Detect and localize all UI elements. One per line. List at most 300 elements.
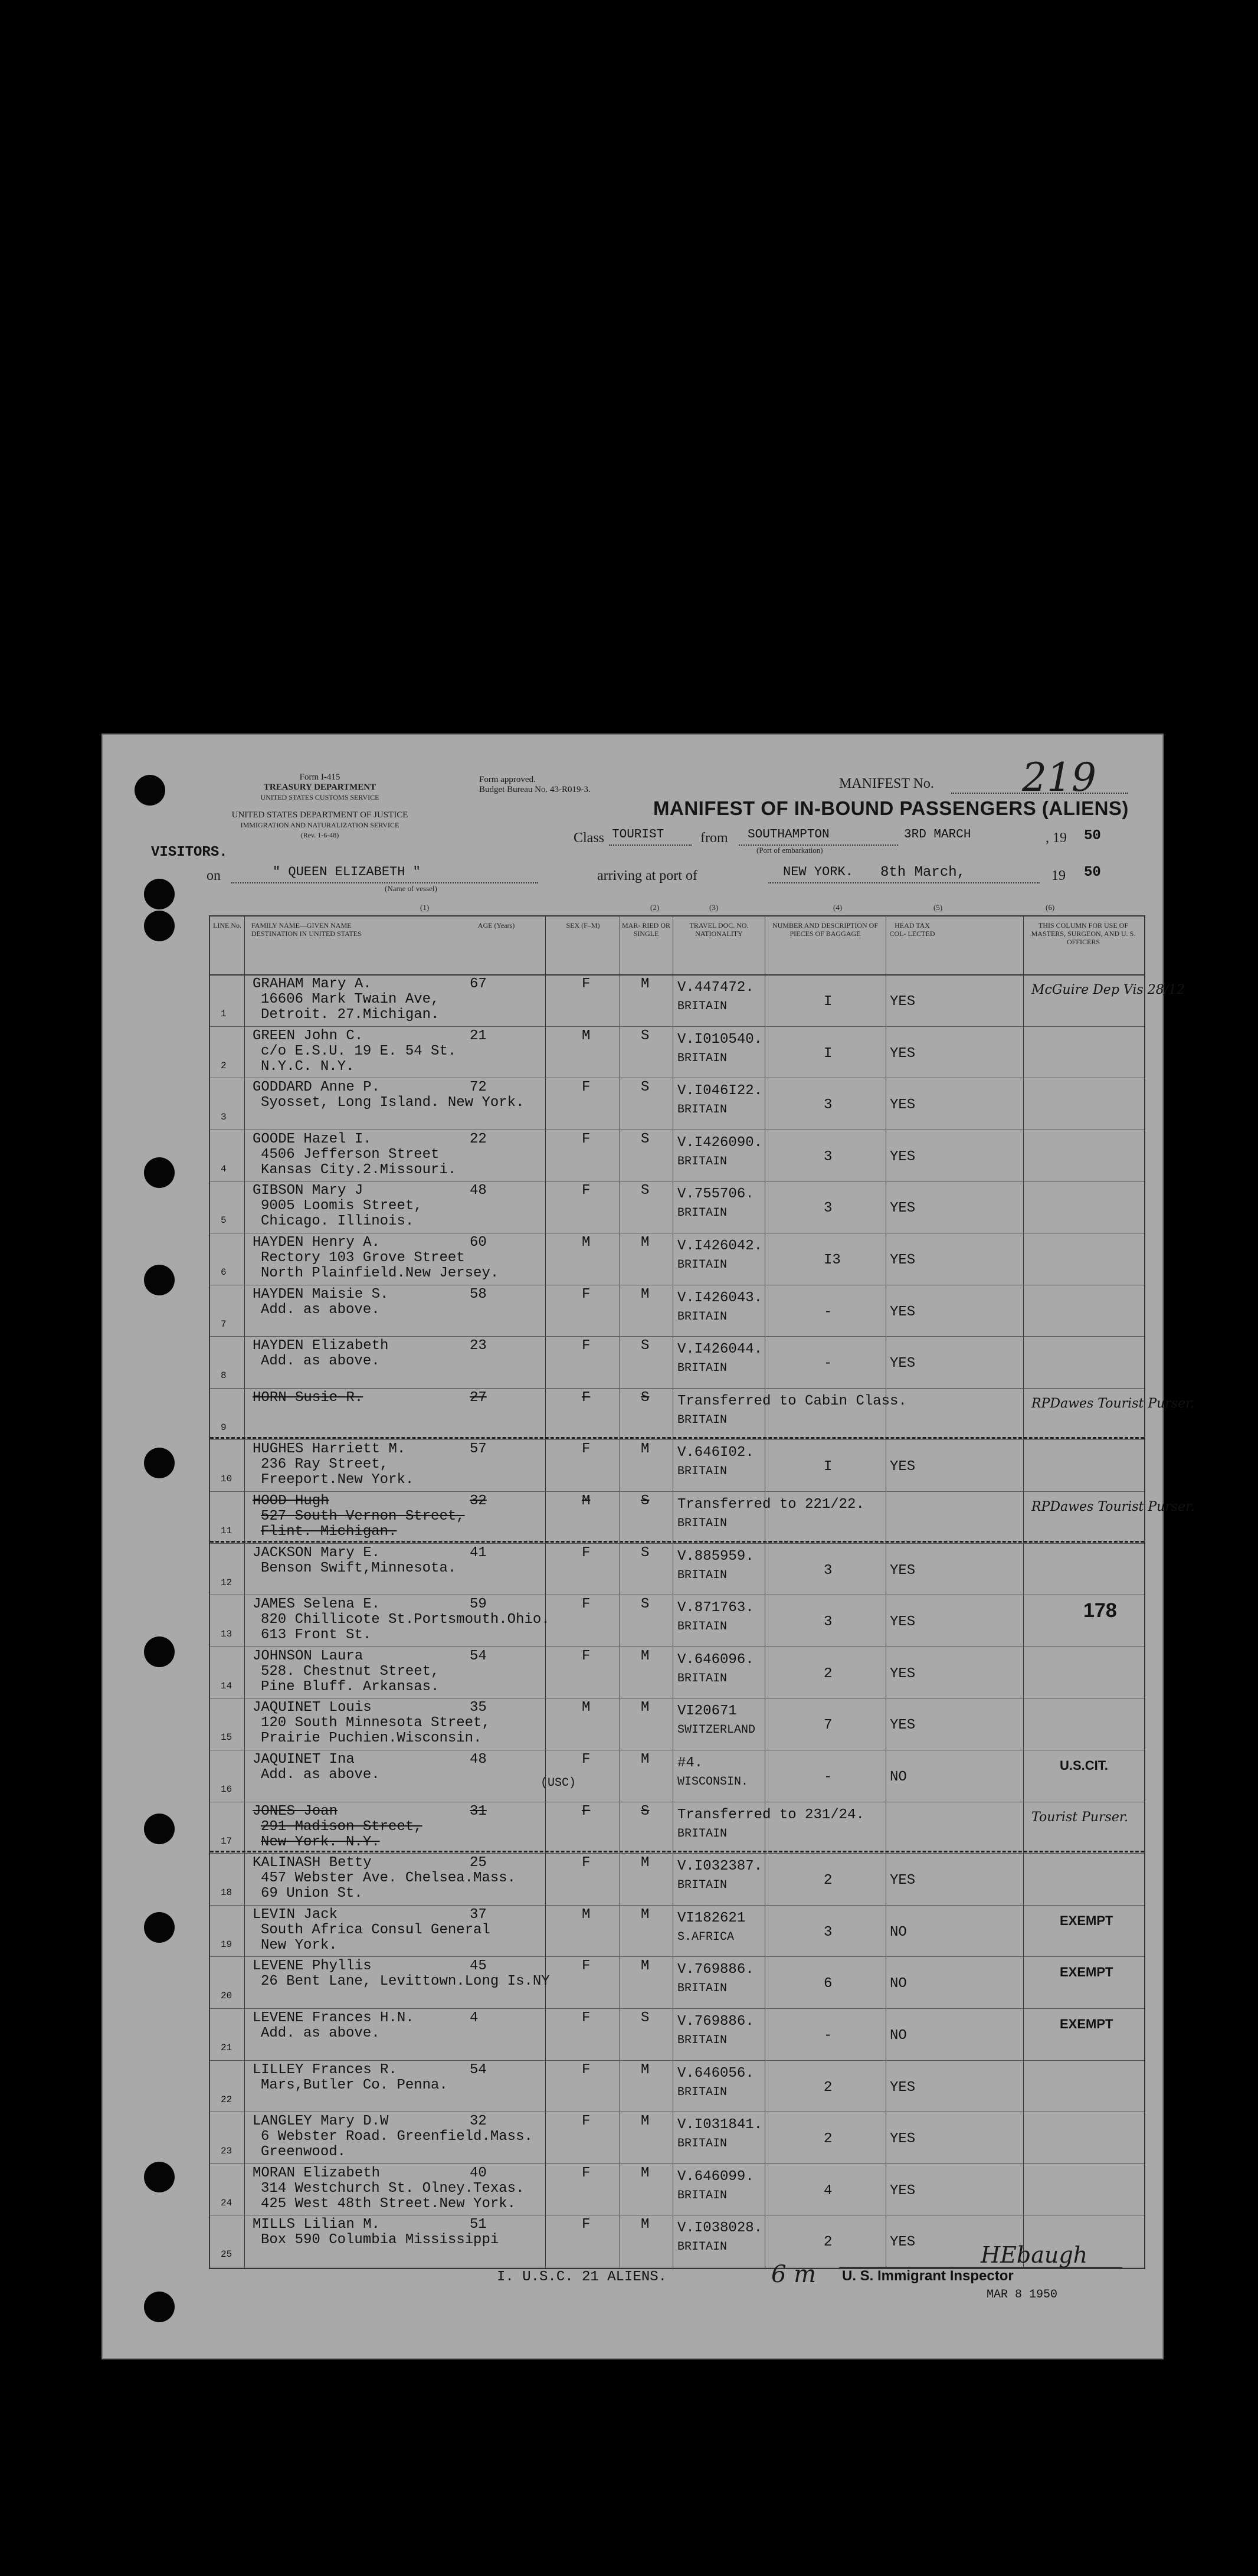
destination-line-1: Benson Swift,Minnesota. xyxy=(261,1560,457,1576)
head-tax-cell: NO xyxy=(890,1769,907,1785)
destination-line-1: 291 Madison Street, xyxy=(261,1818,422,1835)
line-number: 6 xyxy=(221,1267,227,1278)
age-cell: 22 xyxy=(470,1131,487,1147)
age-cell: 48 xyxy=(470,1183,487,1199)
travel-doc-cell: V.I010540. xyxy=(677,1031,763,1048)
travel-doc-cell: V.646099. xyxy=(677,2168,754,2185)
nationality-cell: BRITAIN xyxy=(677,1982,728,1996)
head-tax-cell: YES xyxy=(890,1097,916,1114)
age-cell: 54 xyxy=(470,1648,487,1664)
baggage-cell: - xyxy=(824,1304,833,1320)
header-married: MAR- RIED OR SINGLE xyxy=(622,921,671,938)
line-number: 16 xyxy=(221,1784,232,1795)
destination-line-2: Detroit. 27.Michigan. xyxy=(261,1007,440,1023)
col-number-2: (2) xyxy=(650,903,660,912)
destination-line-1: 26 Bent Lane, Levittown.Long Is.NY xyxy=(261,1973,550,1990)
line-number: 22 xyxy=(221,2094,232,2105)
nationality-cell: BRITAIN xyxy=(677,1620,728,1634)
head-tax-cell: YES xyxy=(890,1045,916,1062)
destination-line-2: New York. xyxy=(261,1937,338,1953)
travel-doc-cell: V.I426042. xyxy=(677,1238,763,1254)
destination-line-1: 820 Chillicote St.Portsmouth.Ohio. xyxy=(261,1612,550,1628)
baggage-cell: - xyxy=(824,1769,833,1785)
destination-line-1: 9005 Loomis Street, xyxy=(261,1198,422,1215)
age-cell: 21 xyxy=(470,1027,487,1044)
line-number: 3 xyxy=(221,1112,227,1123)
age-cell: 35 xyxy=(470,1700,487,1716)
passenger-name: HAYDEN Maisie S. xyxy=(253,1286,389,1302)
inspector-title: U. S. Immigrant Inspector xyxy=(842,2268,1014,2284)
destination-line-2: 425 West 48th Street.New York. xyxy=(261,2195,516,2212)
line-number: 20 xyxy=(221,1991,232,2002)
officer-note-cell: EXEMPT xyxy=(1060,2017,1113,2031)
age-cell: 60 xyxy=(470,1235,487,1251)
sex-cell: F xyxy=(582,1441,591,1458)
travel-doc-cell: V.646096. xyxy=(677,1651,754,1668)
table-row xyxy=(210,1750,1144,1802)
sex-cell: F xyxy=(582,1131,591,1147)
officer-note-cell: 178 xyxy=(1083,1599,1117,1622)
marital-status-cell: M xyxy=(641,1441,650,1458)
sex-cell: F xyxy=(582,2113,591,2130)
passenger-name: JAQUINET Louis xyxy=(253,1700,372,1716)
travel-doc-cell: V.I031841. xyxy=(677,2117,763,2133)
baggage-cell: 3 xyxy=(824,1097,833,1114)
baggage-cell: 4 xyxy=(824,2182,833,2199)
passenger-name: HAYDEN Henry A. xyxy=(253,1235,381,1251)
destination-line-1: Add. as above. xyxy=(261,1301,380,1318)
passenger-name: LEVENE Frances H.N. xyxy=(253,2010,414,2026)
header-sex: SEX (F–M) xyxy=(566,921,600,929)
head-tax-cell: YES xyxy=(890,1356,916,1372)
page-title: MANIFEST OF IN-BOUND PASSENGERS (ALIENS) xyxy=(653,797,1129,819)
travel-doc-cell: V.755706. xyxy=(677,1186,754,1203)
sex-cell: M xyxy=(582,1493,591,1509)
table-row xyxy=(210,2008,1144,2061)
sex-cell: F xyxy=(582,1544,591,1561)
passenger-name: HORN Susie R. xyxy=(253,1389,363,1406)
age-cell: 54 xyxy=(470,2061,487,2078)
table-header xyxy=(210,917,1144,976)
destination-line-2: New York. N.Y. xyxy=(261,1834,380,1850)
age-cell: 25 xyxy=(470,1855,487,1871)
manifest-no-label: MANIFEST No. xyxy=(839,776,934,791)
nationality-cell: BRITAIN xyxy=(677,1517,728,1530)
col-number-3: (3) xyxy=(709,903,719,912)
from-label: from xyxy=(700,830,728,846)
age-cell: 59 xyxy=(470,1596,487,1613)
nationality-cell: BRITAIN xyxy=(677,2240,728,2254)
marital-status-cell: S xyxy=(641,1803,650,1819)
marital-status-cell: M xyxy=(641,1235,650,1251)
table-row xyxy=(210,1647,1144,1699)
sex-cell: F xyxy=(582,1183,591,1199)
officer-note-cell: EXEMPT xyxy=(1060,1913,1113,1928)
table-row xyxy=(210,1905,1144,1958)
col-number-1: (1) xyxy=(420,903,430,912)
baggage-cell: 7 xyxy=(824,1717,833,1734)
punch-hole xyxy=(144,1636,175,1667)
from-value: SOUTHAMPTON xyxy=(748,828,830,842)
passenger-name: HUGHES Harriett M. xyxy=(253,1441,406,1458)
line-number: 8 xyxy=(221,1370,227,1382)
marital-status-cell: M xyxy=(641,1855,650,1871)
marital-status-cell: S xyxy=(641,1079,650,1096)
line-number: 10 xyxy=(221,1474,232,1485)
line-number: 25 xyxy=(221,2249,232,2260)
punch-hole xyxy=(135,775,165,806)
table-row xyxy=(210,1336,1144,1389)
visitors-label: VISITORS. xyxy=(151,845,228,860)
line-number: 11 xyxy=(221,1526,232,1536)
sex-cell: F xyxy=(582,2061,591,2078)
baggage-cell: - xyxy=(824,2028,833,2044)
sex-cell: F xyxy=(582,2165,591,2181)
passenger-name: MILLS Lilian M. xyxy=(253,2217,381,2233)
sex-cell: M xyxy=(582,1700,591,1716)
sex-cell: F xyxy=(582,1958,591,1975)
baggage-cell: 2 xyxy=(824,1665,833,1682)
destination-line-2: N.Y.C. N.Y. xyxy=(261,1058,355,1075)
nationality-cell: BRITAIN xyxy=(677,1465,728,1479)
nationality-cell: BRITAIN xyxy=(677,1154,728,1168)
baggage-cell: 2 xyxy=(824,2131,833,2148)
sail-date: 3RD MARCH xyxy=(904,828,971,842)
line-number: 19 xyxy=(221,1939,232,1950)
marital-status-cell: M xyxy=(641,976,650,992)
marital-status-cell: M xyxy=(641,1958,650,1975)
head-tax-cell: NO xyxy=(890,1924,907,1940)
arrival-year: 50 xyxy=(1084,865,1101,881)
marital-status-cell: M xyxy=(641,2217,650,2233)
form-approval: Form approved. Budget Bureau No. 43-R019-3. xyxy=(479,775,591,794)
punch-hole xyxy=(144,911,175,941)
nationality-cell: BRITAIN xyxy=(677,2188,728,2202)
destination-line-1: Mars,Butler Co. Penna. xyxy=(261,2077,448,2093)
age-cell: 41 xyxy=(470,1544,487,1561)
destination-line-2: Freeport.New York. xyxy=(261,1472,414,1488)
officer-note-cell: RPDawes Tourist Purser. xyxy=(1031,1396,1195,1411)
head-tax-cell: YES xyxy=(890,1873,916,1889)
age-cell: 37 xyxy=(470,1906,487,1923)
sex-cell: F xyxy=(582,1286,591,1302)
line-number: 5 xyxy=(221,1215,227,1226)
header-name: FAMILY NAME—GIVEN NAME DESTINATION IN UNITED STATES xyxy=(251,921,362,938)
head-tax-cell: NO xyxy=(890,2028,907,2044)
head-tax-cell: YES xyxy=(890,1200,916,1217)
head-tax-cell: YES xyxy=(890,1304,916,1320)
arrival-year-prefix: 19 xyxy=(1051,868,1066,883)
age-cell: 4 xyxy=(470,2010,479,2026)
baggage-cell: 2 xyxy=(824,2079,833,2096)
line-number: 9 xyxy=(221,1422,227,1433)
passenger-name: GREEN John C. xyxy=(253,1027,363,1044)
passenger-name: JAQUINET Ina xyxy=(253,1752,355,1767)
transfer-separator xyxy=(210,1437,1144,1439)
nationality-cell: BRITAIN xyxy=(677,1878,728,1893)
destination-line-1: 527 South Vernon Street, xyxy=(261,1508,465,1524)
vessel-name: " QUEEN ELIZABETH " xyxy=(273,865,421,879)
col-number-4: (4) xyxy=(833,903,843,912)
line-number: 2 xyxy=(221,1060,227,1071)
arrival-line xyxy=(768,882,1040,883)
col-number-6: (6) xyxy=(1046,903,1055,912)
destination-line-1: South Africa Consul General xyxy=(261,1922,490,1938)
travel-doc-cell: V.I032387. xyxy=(677,1858,763,1875)
table-row xyxy=(210,1130,1144,1182)
baggage-cell: 3 xyxy=(824,1562,833,1579)
marital-status-cell: M xyxy=(641,1700,650,1716)
table-row xyxy=(210,1439,1144,1492)
destination-line-1: Add. as above. xyxy=(261,1353,380,1370)
table-row xyxy=(210,1802,1144,1854)
officer-note-cell: U.S.CIT. xyxy=(1060,1758,1108,1773)
travel-doc-cell: V.769886. xyxy=(677,1962,754,1978)
destination-line-1: 236 Ray Street, xyxy=(261,1456,389,1473)
manifest-number: 219 xyxy=(1022,755,1096,800)
punch-hole xyxy=(144,1814,175,1844)
header-line: LINE No. xyxy=(213,921,241,929)
form-heading-treasury: Form I-415 TREASURY DEPARTMENT UNITED STATES CUSTOMS SERVICE xyxy=(260,773,379,801)
passenger-name: JAMES Selena E. xyxy=(253,1596,381,1613)
passenger-name: HOOD Hugh xyxy=(253,1493,329,1509)
nationality-cell: BRITAIN xyxy=(677,1051,728,1065)
officer-note-cell: EXEMPT xyxy=(1060,1965,1113,1980)
head-tax-cell: NO xyxy=(890,1976,907,1992)
sex-cell: F xyxy=(582,1648,591,1664)
age-cell: 45 xyxy=(470,1958,487,1975)
head-tax-cell: YES xyxy=(890,2182,916,2199)
nationality-cell: BRITAIN xyxy=(677,1206,728,1220)
table-row xyxy=(210,2060,1144,2113)
destination-line-2: Kansas City.2.Missouri. xyxy=(261,1161,457,1178)
age-cell: 58 xyxy=(470,1286,487,1302)
sex-cell: M xyxy=(582,1235,591,1251)
table-row xyxy=(210,1181,1144,1233)
passenger-name: GIBSON Mary J xyxy=(253,1183,363,1199)
arrival-port: NEW YORK. xyxy=(783,865,853,879)
line-number: 17 xyxy=(221,1835,232,1847)
header-head-tax: HEAD TAX COL- LECTED xyxy=(889,921,935,938)
nationality-cell: BRITAIN xyxy=(677,1103,728,1117)
arriving-label: arriving at port of xyxy=(597,868,697,883)
baggage-cell: 2 xyxy=(824,2234,833,2251)
travel-doc-cell: V.I426044. xyxy=(677,1341,763,1358)
table-row xyxy=(210,1491,1195,1544)
travel-doc-cell: VI182621 xyxy=(677,1910,746,1926)
age-cell: 67 xyxy=(470,976,487,992)
class-line xyxy=(609,845,692,846)
table-row xyxy=(210,1026,1144,1079)
marital-status-cell: S xyxy=(641,1596,650,1613)
destination-line-1: Add. as above. xyxy=(261,2025,380,2041)
manifest-page xyxy=(101,734,1195,2359)
head-tax-cell: YES xyxy=(890,2079,916,2096)
baggage-cell: 3 xyxy=(824,1200,833,1217)
marital-status-cell: S xyxy=(641,1338,650,1354)
travel-doc-cell: Transferred to 231/24. xyxy=(677,1806,864,1823)
passenger-name: JONES Joan xyxy=(253,1803,338,1819)
destination-line-1: 314 Westchurch St. Olney.Texas. xyxy=(261,2180,525,2197)
manifest-no-line xyxy=(951,793,1128,794)
sex-cell: M xyxy=(582,1027,591,1044)
head-tax-cell: YES xyxy=(890,2234,916,2251)
baggage-cell: 3 xyxy=(824,1614,833,1631)
travel-doc-cell: V.885959. xyxy=(677,1548,754,1564)
travel-doc-cell: V.646I02. xyxy=(677,1445,754,1461)
destination-line-1: Box 590 Columbia Mississippi xyxy=(261,2232,499,2248)
sex-cell: F xyxy=(582,1855,591,1871)
table-row xyxy=(210,1595,1144,1647)
travel-doc-cell: V.447472. xyxy=(677,980,754,996)
age-cell: 27 xyxy=(470,1389,487,1406)
passenger-name: HAYDEN Elizabeth xyxy=(253,1338,389,1354)
header-officers: THIS COLUMN FOR USE OF MASTERS, SURGEON, AND U. S. OFFICERS xyxy=(1031,921,1136,946)
passenger-name: LILLEY Frances R. xyxy=(253,2061,397,2078)
marital-status-cell: S xyxy=(641,1027,650,1044)
destination-line-2: Greenwood. xyxy=(261,2144,346,2161)
destination-line-1: 457 Webster Ave. Chelsea.Mass. xyxy=(261,1870,516,1887)
col-number-5: (5) xyxy=(933,903,943,912)
travel-doc-cell: V.I046I22. xyxy=(677,1083,763,1099)
form-heading-justice: UNITED STATES DEPARTMENT OF JUSTICE IMMIGRATION AND NATURALIZATION SERVICE (Rev. 1-6-48) xyxy=(231,810,408,839)
marital-status-cell: M xyxy=(641,1286,650,1302)
nationality-cell: BRITAIN xyxy=(677,1671,728,1685)
nationality-cell: BRITAIN xyxy=(677,1568,728,1582)
travel-doc-cell: VI20671 xyxy=(677,1703,737,1720)
baggage-cell: 3 xyxy=(824,1924,833,1940)
line-number: 18 xyxy=(221,1887,232,1899)
footer-summary: I. U.S.C. 21 ALIENS. xyxy=(497,2269,667,2285)
passenger-name: GRAHAM Mary A. xyxy=(253,976,372,992)
destination-line-1: 120 South Minnesota Street, xyxy=(261,1715,490,1731)
table-row xyxy=(210,2112,1144,2164)
nationality-cell: S.AFRICA xyxy=(677,1930,735,1944)
head-tax-cell: YES xyxy=(890,1665,916,1682)
baggage-cell: I xyxy=(824,1459,833,1475)
head-tax-cell: YES xyxy=(890,1148,916,1165)
inspector-signature: HEbaugh xyxy=(981,2242,1088,2268)
destination-line-1: c/o E.S.U. 19 E. 54 St. xyxy=(261,1043,457,1059)
officer-note-cell: Tourist Purser. xyxy=(1031,1809,1128,1825)
passenger-name: JACKSON Mary E. xyxy=(253,1544,381,1561)
marital-status-cell: M xyxy=(641,2165,650,2181)
age-cell: 51 xyxy=(470,2217,487,2233)
table-row xyxy=(210,1698,1144,1750)
passenger-name: JOHNSON Laura xyxy=(253,1648,363,1664)
nationality-cell: BRITAIN xyxy=(677,2137,728,2151)
punch-hole xyxy=(144,1265,175,1295)
marital-status-cell: S xyxy=(641,1183,650,1199)
header-age: AGE (Years) xyxy=(477,921,515,929)
punch-hole xyxy=(144,879,175,909)
travel-doc-cell: Transferred to Cabin Class. xyxy=(677,1393,907,1409)
marital-status-cell: S xyxy=(641,1544,650,1561)
table-row xyxy=(210,1078,1144,1130)
sex-cell: F xyxy=(582,1752,591,1767)
passenger-name: MORAN Elizabeth xyxy=(253,2165,381,2181)
age-cell: 32 xyxy=(470,2113,487,2130)
table-row xyxy=(210,1956,1144,2009)
nationality-cell: BRITAIN xyxy=(677,1000,728,1013)
head-tax-cell: YES xyxy=(890,1614,916,1631)
marital-status-cell: M xyxy=(641,1906,650,1923)
nationality-cell: WISCONSIN. xyxy=(677,1775,749,1789)
marital-status-cell: S xyxy=(641,2010,650,2026)
arrival-date: 8th March, xyxy=(880,865,966,881)
table-row xyxy=(210,974,1185,1027)
baggage-cell: 2 xyxy=(824,1873,833,1889)
line-number: 4 xyxy=(221,1163,227,1174)
travel-doc-cell: Transferred to 221/22. xyxy=(677,1497,864,1513)
extra-note-cell: (USC) xyxy=(540,1776,576,1790)
destination-line-2: Pine Bluff. Arkansas. xyxy=(261,1678,440,1695)
destination-line-1: Rectory 103 Grove Street xyxy=(261,1250,465,1266)
transfer-separator xyxy=(210,1541,1144,1543)
marital-status-cell: S xyxy=(641,1493,650,1509)
line-number: 7 xyxy=(221,1318,227,1330)
destination-line-2: Prairie Puchien.Wisconsin. xyxy=(261,1730,482,1747)
punch-hole xyxy=(144,1157,175,1188)
passenger-name: LEVIN Jack xyxy=(253,1906,338,1923)
passenger-name: LANGLEY Mary D.W xyxy=(253,2113,389,2130)
inspector-date-stamp: MAR 8 1950 xyxy=(987,2288,1058,2302)
vessel-caption: (Name of vessel) xyxy=(385,884,437,893)
nationality-cell: BRITAIN xyxy=(677,2085,728,2099)
nationality-cell: BRITAIN xyxy=(677,1827,728,1841)
header-baggage: NUMBER AND DESCRIPTION OF PIECES OF BAGGAGE xyxy=(772,921,879,938)
passenger-table xyxy=(209,915,1195,2269)
destination-line-1: 16606 Mark Twain Ave, xyxy=(261,991,440,1007)
destination-line-2: North Plainfield.New Jersey. xyxy=(261,1265,499,1281)
sex-cell: F xyxy=(582,976,591,992)
nationality-cell: SWITZERLAND xyxy=(677,1723,756,1737)
nationality-cell: BRITAIN xyxy=(677,1310,728,1324)
baggage-cell: I xyxy=(824,994,833,1010)
destination-line-1: 6 Webster Road. Greenfield.Mass. xyxy=(261,2129,533,2145)
passenger-name: LEVENE Phyllis xyxy=(253,1958,372,1975)
line-number: 24 xyxy=(221,2197,232,2208)
nationality-cell: BRITAIN xyxy=(677,1258,728,1272)
table-row xyxy=(210,1388,1195,1441)
transfer-separator xyxy=(210,1851,1144,1852)
on-label: on xyxy=(207,868,221,883)
header-travel-doc: TRAVEL DOC. NO. NATIONALITY xyxy=(689,921,749,938)
age-cell: 31 xyxy=(470,1803,487,1819)
marital-status-cell: M xyxy=(641,1752,650,1767)
table-row xyxy=(210,2163,1144,2216)
destination-line-2: Chicago. Illinois. xyxy=(261,1213,414,1230)
officer-note-cell: RPDawes Tourist Purser. xyxy=(1031,1500,1195,1514)
table-row xyxy=(210,1543,1144,1596)
sex-cell: F xyxy=(582,1596,591,1613)
head-tax-cell: YES xyxy=(890,1562,916,1579)
baggage-cell: I xyxy=(824,1045,833,1062)
head-tax-cell: YES xyxy=(890,1717,916,1734)
head-tax-cell: YES xyxy=(890,2131,916,2148)
baggage-cell: 6 xyxy=(824,1976,833,1992)
marital-status-cell: M xyxy=(641,2061,650,2078)
line-number: 13 xyxy=(221,1629,232,1640)
sail-year: 50 xyxy=(1084,828,1101,844)
travel-doc-cell: V.769886. xyxy=(677,2014,754,2030)
head-tax-cell: YES xyxy=(890,1459,916,1475)
line-number: 12 xyxy=(221,1577,232,1588)
travel-doc-cell: V.646056. xyxy=(677,2065,754,2081)
sex-cell: F xyxy=(582,2010,591,2026)
sex-cell: F xyxy=(582,2217,591,2233)
sex-cell: F xyxy=(582,1079,591,1096)
